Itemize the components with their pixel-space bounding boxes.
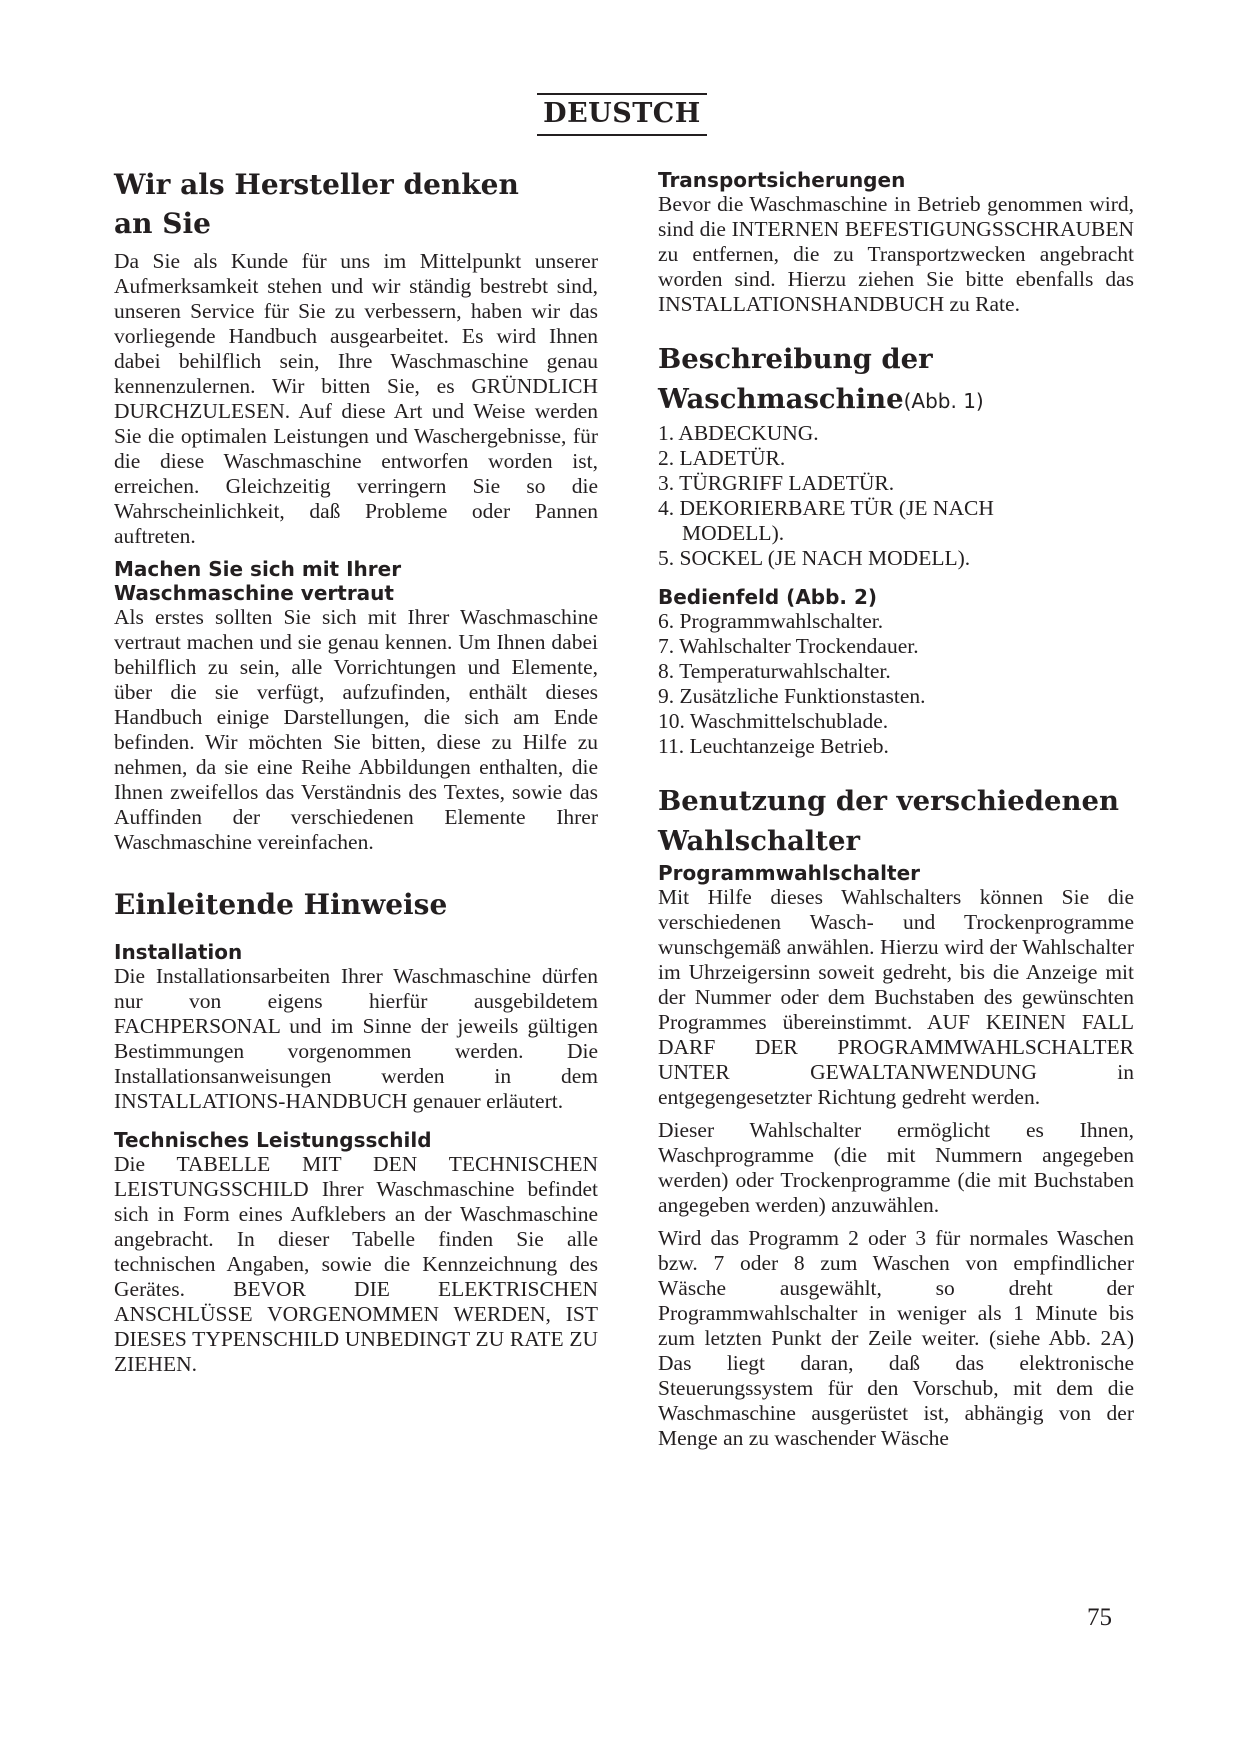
rating-plate-title: Technisches Leistungsschild <box>114 1128 432 1152</box>
description-figure-ref: (Abb. 1) <box>903 389 984 413</box>
program-selector-title: Programmwahlschalter <box>658 861 921 885</box>
list-item: 8. Temperaturwahlschalter. <box>658 659 891 683</box>
program-selector-text-1: Mit Hilfe dieses Wahlschalters können Sie die verschiedenen Wasch- und Trockenprogramme wunschgemäß anwählen. Hierzu wird der Wahlschalter im Uhrzeigersinn soweit gedreht, bis die Anzeige mit der Nummer oder dem Buchstaben des gewünschten Programmes übereinstimmt. AUF KEINEN FALL DARF DER PROGRAMMWAHLSCHALTER UNTER GEWALTANWENDUNG in entgegengesetzter Richtung gedreht werden. <box>658 885 1134 1109</box>
installation-title: Installation <box>114 940 243 964</box>
list-item: 10. Waschmittelschublade. <box>658 709 889 733</box>
list-item: 11. Leuchtanzeige Betrieb. <box>658 734 889 758</box>
left-column <box>114 165 598 1385</box>
description-section <box>658 339 1134 759</box>
list-item: 6. Programmwahlschalter. <box>658 609 884 633</box>
list-item: 3. TÜRGRIFF LADETÜR. <box>658 471 895 495</box>
intro-text: Da Sie als Kunde für uns im Mittelpunkt unserer Aufmerksamkeit stehen und wir ständig bestrebt sind, unseren Service für Sie zu verbessern, haben wir das vorliegende Handbuch ausgearbeitet. Es wird Ihnen dabei behilflich sein, Ihre Waschmaschine genau kennenzulernen. Wir bitten Sie, es GRÜNDLICH DURCHZULESEN. Auf diese Art und Weise werden Sie die optimalen Leistungen und Waschergebnisse, für die diese Waschmaschine entworfen worden ist, erreichen. Gleichzeitig verringern Sie so die Wahrscheinlichkeit, daß Probleme oder Pannen auftreten. <box>114 249 598 548</box>
familiarize-title: Machen Sie sich mit Ihrer Waschmaschine vertraut <box>114 557 402 605</box>
program-selector-text-3: Wird das Programm 2 oder 3 für normales Waschen bzw. 7 oder 8 zum Waschen von empfindlicher Wäsche ausgewählt, so dreht der Programmwahlschalter in weniger als 1 Minute bis zum letzten Punkt der Zeile weiter. (siehe Abb. 2A) Das liegt daran, daß das elektronische Steuerungssystem für den Vorschub, mit dem die Waschmaschine ausgerüstet ist, abhängig von der Menge an zu waschender Wäsche <box>658 1226 1134 1450</box>
program-selector-text-2: Dieser Wahlschalter ermöglicht es Ihnen, Waschprogramme (die mit Nummern angegeben werden) oder Trockenprogramme (die mit Buchstaben angegeben werden) anzuwählen. <box>658 1118 1134 1217</box>
list-item: 9. Zusätzliche Funktionstasten. <box>658 684 926 708</box>
control-panel-list <box>658 609 1134 759</box>
intro-title: Wir als Hersteller denken an Sie <box>114 168 519 240</box>
language-header: DEUSTCH <box>537 93 707 136</box>
transport-section <box>658 168 1134 317</box>
right-column <box>658 168 1134 1459</box>
list-item: 7. Wahlschalter Trockendauer. <box>658 634 919 658</box>
description-title <box>658 339 1134 421</box>
page-number: 75 <box>1087 1604 1112 1631</box>
intro-section <box>114 165 598 549</box>
familiarize-section <box>114 557 598 855</box>
usage-title: Benutzung der verschiedenen Wahlschalter <box>658 785 1119 857</box>
description-title-line1: Beschreibung der <box>658 343 933 375</box>
transport-text: Bevor die Waschmaschine in Betrieb genommen wird, sind die INTERNEN BEFESTIGUNGSSCHRAUBEN zu entfernen, die zu Transportzwecken angebracht worden sind. Hierzu ziehen Sie bitte ebenfalls das INSTALLATIONSHANDBUCH zu Rate. <box>658 192 1134 316</box>
familiarize-text: Als erstes sollten Sie sich mit Ihrer Waschmaschine vertraut machen und sie genau kennen. Um Ihnen dabei behilflich zu sein, alle Vorrichtungen und Elemente, über die sie verfügt, aufzufinden, enthält dieses Handbuch einige Darstellungen, die sich am Ende befinden. Wir möchten Sie bitten, diese zu Hilfe zu nehmen, da sie eine Reihe Abbildungen enthalten, die Ihnen zweifellos das Verständnis des Textes, sowie das Auffinden der verschiedenen Elemente Ihrer Waschmaschine vereinfachen. <box>114 605 598 854</box>
rating-plate-text: Die TABELLE MIT DEN TECHNISCHEN LEISTUNGSSCHILD Ihrer Waschmaschine befindet sich in Form eines Aufklebers an der Waschmaschine angebracht. In dieser Tabelle finden Sie alle technischen Angaben, sowie die Kennzeichnung des Gerätes. BEVOR DIE ELEKTRISCHEN ANSCHLÜSSE VORGENOMMEN WERDEN, IST DIESES TYPENSCHILD UNBEDINGT ZU RATE ZU ZIEHEN. <box>114 1152 598 1376</box>
list-item: 4. DEKORIERBARE TÜR (JE NACH MODELL). <box>658 496 994 545</box>
preliminary-title: Einleitende Hinweise <box>114 888 448 921</box>
installation-text: Die Installationsarbeiten Ihrer Waschmaschine dürfen nur von eigens hierfür ausgebildetem FACHPERSONAL und im Sinne der jeweils gültigen Bestimmungen vorgenommen werden. Die Installationsanweisungen werden in dem INSTALLATIONS-HANDBUCH genauer erläutert. <box>114 964 598 1113</box>
transport-title: Transportsicherungen <box>658 168 906 192</box>
control-panel-title: Bedienfeld (Abb. 2) <box>658 585 878 609</box>
list-item: 2. LADETÜR. <box>658 446 786 470</box>
parts-list <box>658 421 1134 571</box>
usage-section <box>658 781 1134 1451</box>
preliminary-section <box>114 885 598 1377</box>
list-item: 5. SOCKEL (JE NACH MODELL). <box>658 546 971 570</box>
description-title-line2: Waschmaschine <box>658 383 904 415</box>
list-item: 1. ABDECKUNG. <box>658 421 819 445</box>
